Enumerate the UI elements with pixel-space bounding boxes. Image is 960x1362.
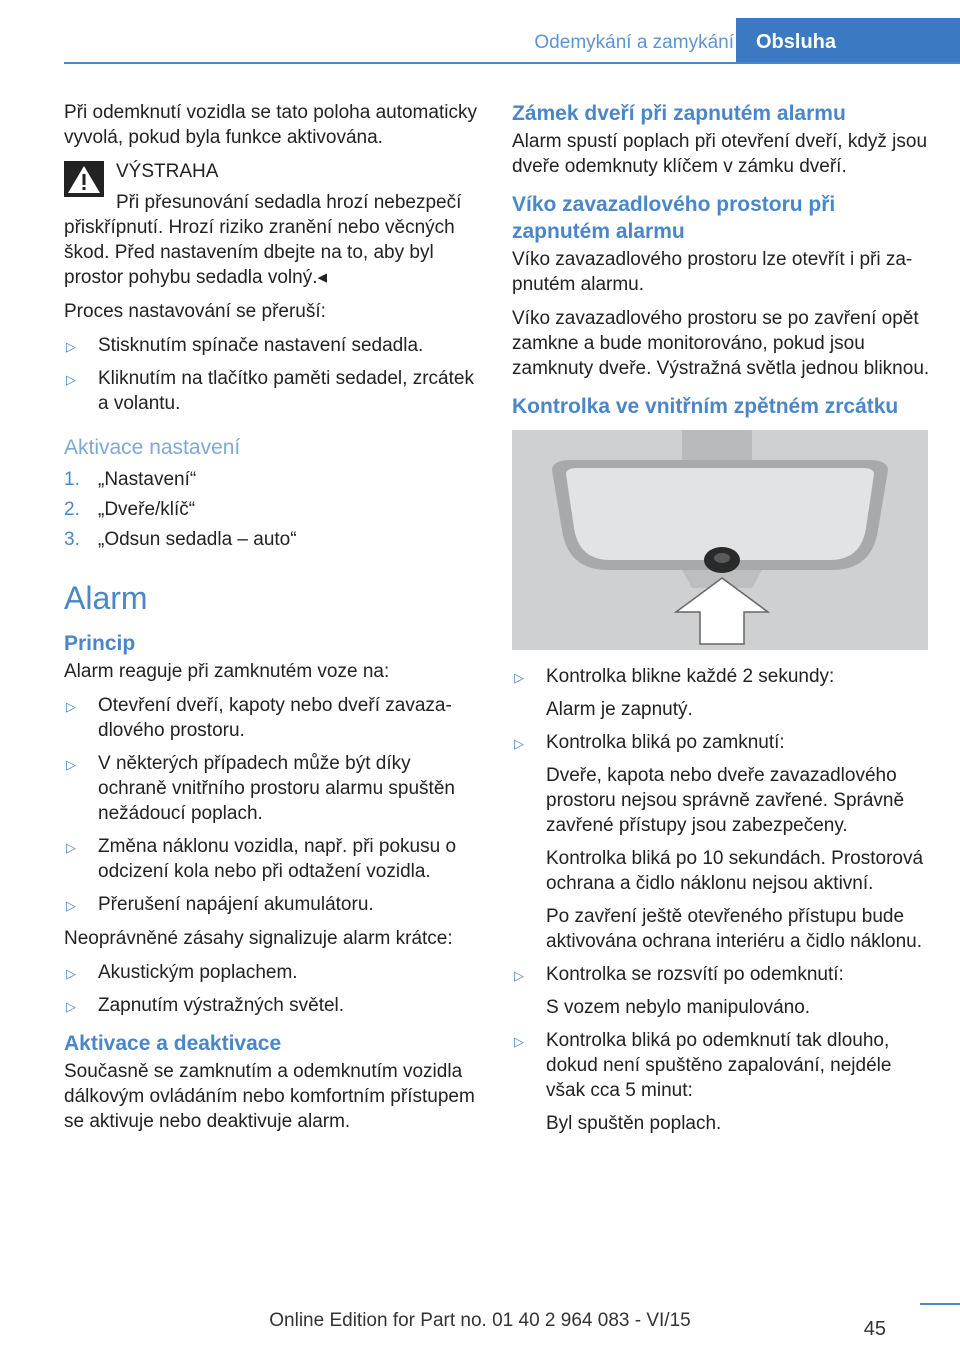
list-item-detail: Byl spuštěn poplach. [546,1113,722,1134]
warning-title: VÝSTRAHA [116,161,219,182]
list-item [64,751,480,826]
list-item-detail: S vozem nebylo manipulováno. [546,997,811,1018]
section-heading-alarm: Alarm [64,580,148,616]
warning-body: Při přesunování sedadla hrozí nebezpečí přiskřípnutí. Hrozí riziko zranění nebo věcných škod. Před nastavením dbejte na to, aby byl prostor pohybu sedadla volný.◂ [64,192,462,288]
list-item [64,366,480,416]
paragraph: Neoprávněné zásahy signalizuje alarm krátce: [64,928,453,949]
paragraph: Při odemknutí vozidla se tato poloha automaticky vyvolá, pokud byla funkce aktivována. [64,102,477,148]
list-item-text: Kliknutím na tlačítko paměti sedadel, zrcátek a volantu. [98,368,474,414]
page-number: 45 [863,1318,886,1340]
list-item-detail: Dveře, kapota nebo dveře zavazadlového prostoru nejsou správně zavřené. Správně zavřené přístupy jsou zabezpečeny. [546,765,905,836]
list-item-text: Přerušení napájení akumulátoru. [98,894,374,915]
paragraph: Alarm reaguje při zamknutém voze na: [64,661,390,682]
triangle-bullet-icon: ▷ [66,966,76,981]
list-item-detail: Kontrolka bliká po 10 sekundách. Prostorová ochrana a čidlo náklonu nejsou aktivní. [546,848,924,894]
paragraph: Současně se zamknutím a odemknutím vozidla dálkovým ovládáním nebo komfortním přístupem se aktivuje nebo deaktivuje alarm. [64,1061,475,1132]
step-text: „Dveře/klíč“ [98,499,196,520]
step-number: 1. [64,469,80,490]
list-item [64,693,480,743]
list-item-text: Otevření dveří, kapoty nebo dveří zavazadlového prostoru. [98,695,452,741]
subheading-princip: Princip [64,632,136,655]
warning-icon [64,161,104,197]
header-chapter-tab: Obsluha [736,18,960,62]
triangle-bullet-icon: ▷ [514,670,524,685]
rearview-mirror-illustration [512,430,928,650]
list-item-text: Změna náklonu vozidla, např. při pokusu o odcizení kola nebo při odtažení vozidla. [98,836,457,882]
list-item [64,527,480,552]
footer-rule [920,1303,960,1305]
list-item [512,962,932,1020]
list-item-text: Kontrolka se rozsvítí po odemknutí: [546,964,844,985]
list-item [512,1028,932,1136]
right-column [512,100,932,1145]
bullet-list [64,960,480,1018]
subheading-door-lock: Zámek dveří při zapnutém alarmu [512,102,846,125]
triangle-bullet-icon: ▷ [66,372,76,387]
footer-edition: Online Edition for Part no. 01 40 2 964 083 - VI/15 [269,1310,691,1331]
list-item [64,834,480,884]
triangle-bullet-icon: ▷ [514,968,524,983]
warning-box [64,159,480,290]
list-item [64,960,480,985]
list-item-text: Kontrolka bliká po zamknutí: [546,732,785,753]
bullet-list [64,693,480,917]
triangle-bullet-icon: ▷ [66,699,76,714]
paragraph: Víko zavazadlového prostoru se po zavření opět zamkne a bude monitorováno, pokud jsou zamknuty dveře. Výstražná světla jednou bliknou. [512,308,930,379]
header-section-title: Odemykání a zamykání [534,32,734,53]
subheading-trunk-lid: Víko zavazadlového prostoru při zapnutém alarmu [512,193,836,243]
list-item [512,730,932,954]
list-item [64,497,480,522]
list-item-detail: Alarm je zapnutý. [546,699,693,720]
list-item-text: V některých případech může být díky ochraně vnitřního prostoru alarmu spuštěn nežádoucí poplach. [98,753,455,824]
triangle-bullet-icon: ▷ [514,736,524,751]
step-text: „Nastavení“ [98,469,197,490]
list-item [64,467,480,492]
list-item-text: Kontrolka bliká po odemknutí tak dlouho, dokud není spuštěno zapalování, nejdéle však cca 5 minut: [546,1030,892,1101]
triangle-bullet-icon: ▷ [66,757,76,772]
list-item [512,664,932,722]
step-number: 3. [64,529,80,550]
list-item-detail: Po zavření ještě otevřeného přístupu bude aktivována ochrana interiéru a čidlo náklonu. [546,906,923,952]
list-item-text: Stisknutím spínače nastavení sedadla. [98,335,424,356]
paragraph: Proces nastavování se přeruší: [64,301,326,322]
list-item-text: Zapnutím výstražných světel. [98,995,345,1016]
triangle-bullet-icon: ▷ [66,339,76,354]
subheading-activation: Aktivace nastavení [64,436,241,459]
triangle-bullet-icon: ▷ [514,1034,524,1049]
list-item [64,333,480,358]
triangle-bullet-icon: ▷ [66,999,76,1014]
step-text: „Odsun sedadla – auto“ [98,529,297,550]
step-number: 2. [64,499,80,520]
subheading-activation-deactivation: Aktivace a deaktivace [64,1032,282,1055]
list-item [64,993,480,1018]
subheading-mirror-indicator: Kontrolka ve vnitřním zpětném zrcátku [512,395,899,418]
left-column [64,100,480,1143]
list-item-text: Akustickým poplachem. [98,962,298,983]
bullet-list [64,333,480,416]
paragraph: Alarm spustí poplach při otevření dveří, když jsou dveře odemknuty klíčem v zámku dveří. [512,131,928,177]
triangle-bullet-icon: ▷ [66,898,76,913]
triangle-bullet-icon: ▷ [66,840,76,855]
header-rule [64,62,960,64]
list-item-text: Kontrolka blikne každé 2 sekundy: [546,666,835,687]
numbered-list [64,467,480,552]
list-item [64,892,480,917]
paragraph: Víko zavazadlového prostoru lze otevřít i při zapnutém alarmu. [512,249,913,295]
bullet-list [512,664,932,1136]
